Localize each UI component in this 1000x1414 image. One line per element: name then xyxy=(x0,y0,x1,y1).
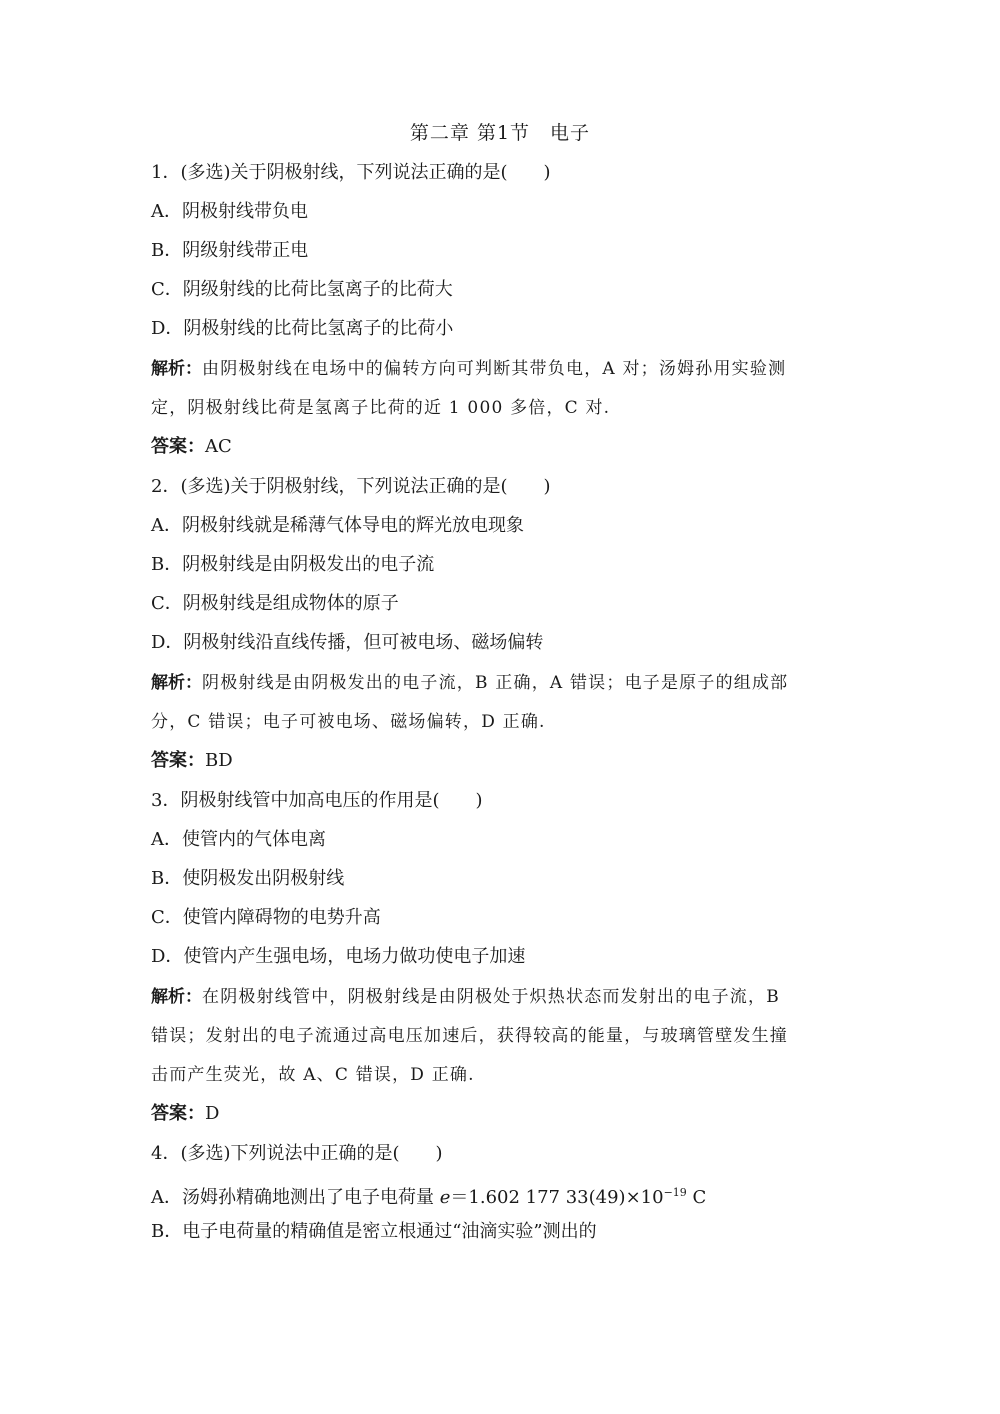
question-3-answer: 答案：D xyxy=(151,1103,220,1124)
question-3-analysis-cont-2: 击而产生荧光，故 A、C 错误，D 正确. xyxy=(151,1065,475,1085)
question-1-analysis-cont: 定，阴极射线比荷是氢离子比荷的近 1 000 多倍，C 对. xyxy=(151,398,611,418)
question-1-answer: 答案：AC xyxy=(151,436,232,457)
question-3-option-a: A．使管内的气体电离 xyxy=(151,829,326,850)
question-2-analysis-cont: 分，C 错误；电子可被电场、磁场偏转，D 正确. xyxy=(151,712,546,732)
question-3-option-d: D．使管内产生强电场，电场力做功使电子加速 xyxy=(151,946,526,967)
question-4-stem: 4．(多选)下列说法中正确的是( ) xyxy=(151,1143,443,1164)
question-1-option-a: A．阴极射线带负电 xyxy=(151,201,308,222)
question-3-option-c: C．使管内障碍物的电势升高 xyxy=(151,907,381,928)
question-3-stem: 3．阴极射线管中加高电压的作用是( ) xyxy=(151,790,483,811)
question-2-option-a: A．阴极射线就是稀薄气体导电的辉光放电现象 xyxy=(151,515,524,536)
question-2-answer: 答案：BD xyxy=(151,750,233,771)
question-3-analysis: 解析：在阴极射线管中，阴极射线是由阴极处于炽热状态而发射出的电子流，B xyxy=(151,987,780,1007)
question-1-option-d: D．阴极射线的比荷比氢离子的比荷小 xyxy=(151,318,454,339)
question-2-stem: 2．(多选)关于阴极射线，下列说法正确的是( ) xyxy=(151,476,551,497)
page-title: 第二章 第1节 电子 xyxy=(409,122,591,144)
question-1-option-b: B．阴级射线带正电 xyxy=(151,240,309,261)
question-4-option-a: A．汤姆孙精确地测出了电子电荷量 e＝1.602 177 $33(49)\times 10^{-19}$ C xyxy=(151,1186,707,1208)
question-2-option-c: C．阴极射线是组成物体的原子 xyxy=(151,593,399,614)
question-2-option-d: D．阴极射线沿直线传播，但可被电场、磁场偏转 xyxy=(151,632,544,653)
question-1-stem: 1．(多选)关于阴极射线，下列说法正确的是( ) xyxy=(151,162,551,183)
question-3-option-b: B．使阴极发出阴极射线 xyxy=(151,868,345,889)
question-1-analysis: 解析：由阴极射线在电场中的偏转方向可判断其带负电，A 对；汤姆孙用实验测 xyxy=(151,359,787,379)
question-2-analysis: 解析：阴极射线是由阴极发出的电子流，B 正确，A 错误；电子是原子的组成部 xyxy=(151,673,789,693)
question-3-analysis-cont-1: 错误；发射出的电子流通过高电压加速后，获得较高的能量，与玻璃管壁发生撞 xyxy=(151,1026,788,1046)
question-2-option-b: B．阴极射线是由阴极发出的电子流 xyxy=(151,554,435,575)
question-4-option-b: B．电子电荷量的精确值是密立根通过“油滴实验”测出的 xyxy=(151,1221,597,1242)
question-1-option-c: C．阴级射线的比荷比氢离子的比荷大 xyxy=(151,279,453,300)
analysis-label: 解析： xyxy=(151,359,202,379)
